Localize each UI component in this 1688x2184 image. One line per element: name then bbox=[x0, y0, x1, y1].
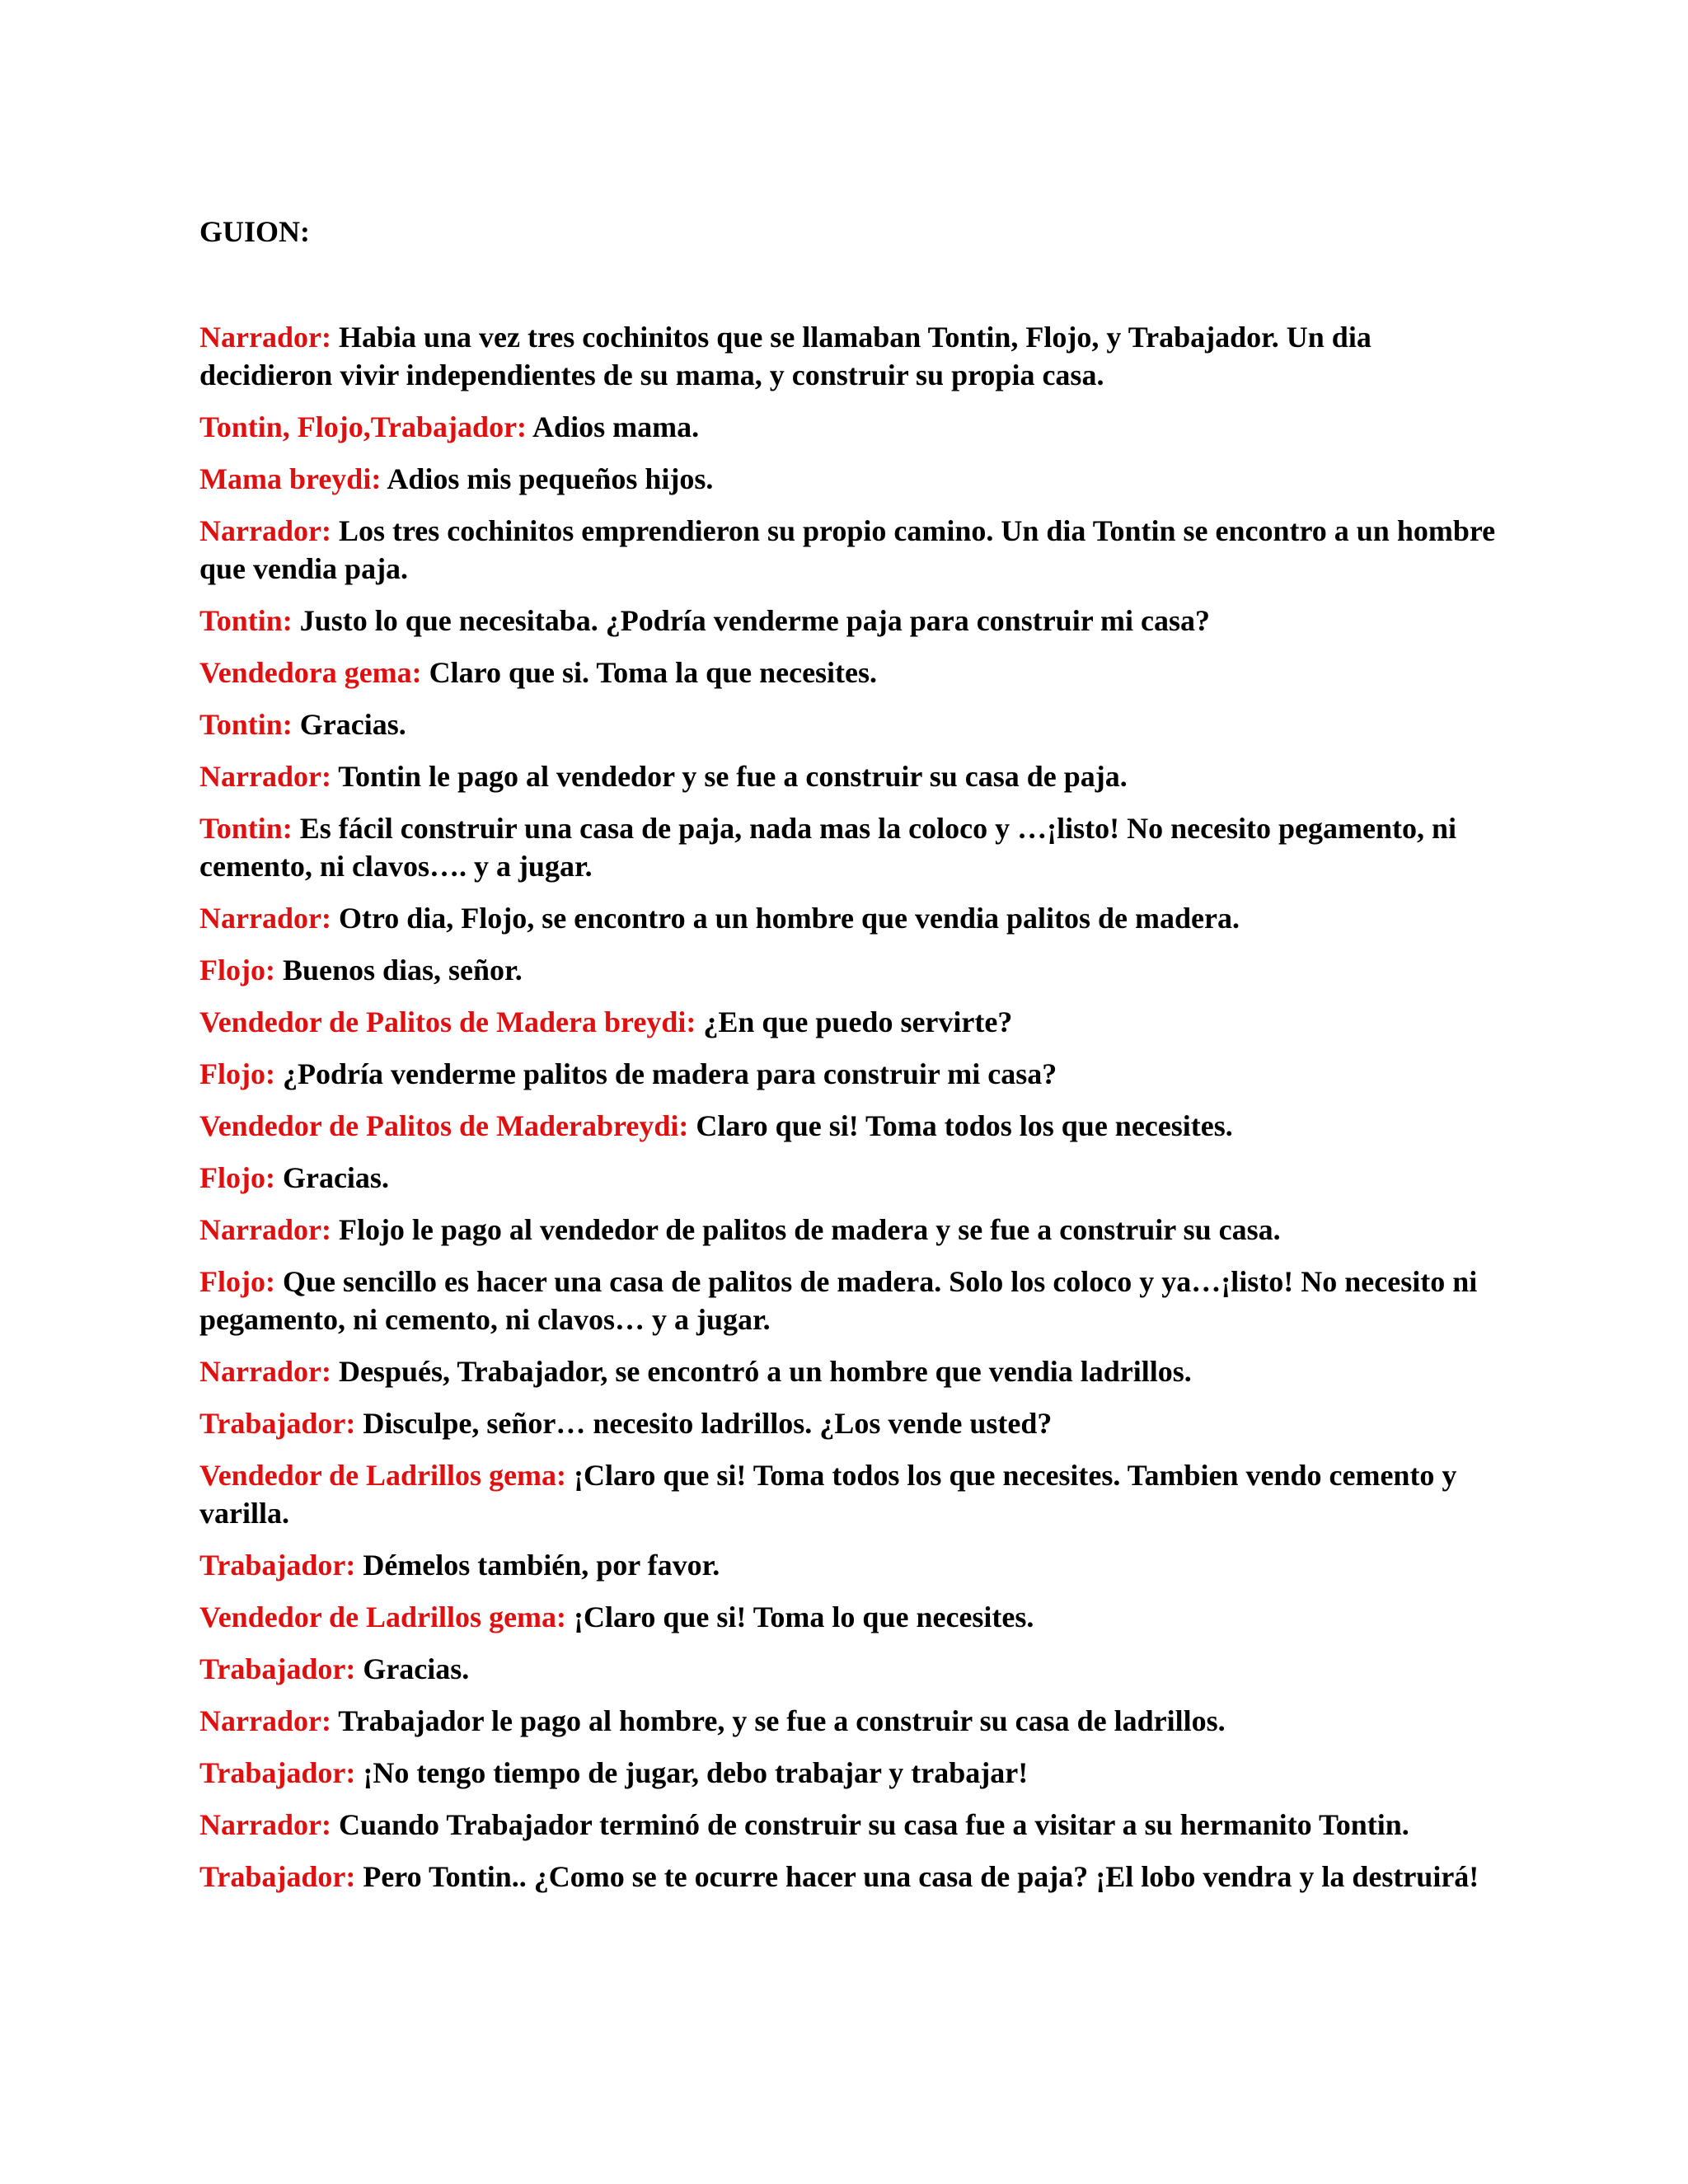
dialogue-text: Otro dia, Flojo, se encontro a un hombre que vendia palitos de madera. bbox=[331, 902, 1240, 935]
speaker-name: Narrador: bbox=[199, 1704, 331, 1737]
speaker-name: Narrador: bbox=[199, 1808, 331, 1841]
dialogue-line bbox=[199, 1598, 1502, 1636]
speaker-name: Narrador: bbox=[199, 514, 331, 547]
dialogue-line bbox=[199, 1404, 1502, 1442]
dialogue-text: Flojo le pago al vendedor de palitos de madera y se fue a construir su casa. bbox=[331, 1213, 1281, 1246]
dialogue-line bbox=[199, 1546, 1502, 1584]
dialogue-text: Buenos dias, señor. bbox=[274, 954, 523, 987]
dialogue-line bbox=[199, 512, 1502, 588]
dialogue-line bbox=[199, 1352, 1502, 1390]
speaker-name: Tontin: bbox=[199, 812, 293, 845]
speaker-name: Mama breydi: bbox=[199, 462, 382, 495]
dialogue-line bbox=[199, 654, 1502, 691]
speaker-name: Vendedora gema: bbox=[199, 656, 422, 689]
dialogue-text: Tontin le pago al vendedor y se fue a construir su casa de paja. bbox=[331, 760, 1128, 793]
dialogue-text: Que sencillo es hacer una casa de palitos de madera. Solo los coloco y ya…¡listo! No necesito ni pegamento, ni cemento, ni clavos… y a jugar. bbox=[199, 1265, 1478, 1336]
dialogue-line bbox=[199, 1263, 1502, 1338]
speaker-name: Narrador: bbox=[199, 1355, 331, 1388]
speaker-name: Tontin: bbox=[199, 604, 293, 637]
dialogue-line bbox=[199, 1107, 1502, 1145]
dialogue-text: Cuando Trabajador terminó de construir su casa fue a visitar a su hermanito Tontin. bbox=[331, 1808, 1409, 1841]
dialogue-line bbox=[199, 1456, 1502, 1532]
speaker-name: Vendedor de Ladrillos gema: bbox=[199, 1601, 567, 1633]
dialogue-line bbox=[199, 1650, 1502, 1688]
dialogue-text: ¡Claro que si! Toma todos los que necesites. Tambien vendo cemento y varilla. bbox=[199, 1459, 1457, 1530]
speaker-name: Trabajador: bbox=[199, 1407, 356, 1440]
dialogue-text: Gracias. bbox=[274, 1161, 389, 1194]
dialogue-text: Adios mama. bbox=[527, 410, 700, 443]
dialogue-text: Adios mis pequeños hijos. bbox=[381, 462, 714, 495]
dialogue-text: Trabajador le pago al hombre, y se fue a construir su casa de ladrillos. bbox=[331, 1704, 1226, 1737]
document-title: GUION: bbox=[199, 215, 310, 248]
dialogue-text: Los tres cochinitos emprendieron su propio camino. Un dia Tontin se encontro a un hombre que vendia paja. bbox=[199, 514, 1496, 585]
dialogue-text: Gracias. bbox=[292, 708, 406, 741]
dialogue-text: Claro que si. Toma la que necesites. bbox=[421, 656, 878, 689]
dialogue-line bbox=[199, 1211, 1502, 1249]
speaker-name: Vendedor de Ladrillos gema: bbox=[199, 1459, 567, 1492]
dialogue-text: Disculpe, señor… necesito ladrillos. ¿Los vende usted? bbox=[355, 1407, 1053, 1440]
dialogue-text: Justo lo que necesitaba. ¿Podría venderme paja para construir mi casa? bbox=[292, 604, 1211, 637]
dialogue-text: ¡No tengo tiempo de jugar, debo trabajar y trabajar! bbox=[355, 1756, 1029, 1789]
dialogue-text: Es fácil construir una casa de paja, nada mas la coloco y …¡listo! No necesito pegamento, ni cemento, ni clavos…. y a jugar. bbox=[199, 812, 1457, 883]
dialogue-line bbox=[199, 1806, 1502, 1844]
script-body bbox=[199, 213, 1502, 1910]
speaker-name: Vendedor de Palitos de Madera breydi: bbox=[199, 1005, 696, 1038]
speaker-name: Trabajador: bbox=[199, 1860, 356, 1893]
dialogue-line bbox=[199, 705, 1502, 743]
dialogue-text: Habia una vez tres cochinitos que se llamaban Tontin, Flojo, y Trabajador. Un dia decidieron vivir independientes de su mama, y construir su propia casa. bbox=[199, 321, 1372, 391]
speaker-name: Tontin: bbox=[199, 708, 293, 741]
speaker-name: Flojo: bbox=[199, 1057, 275, 1090]
speaker-name: Narrador: bbox=[199, 1213, 331, 1246]
dialogue-line bbox=[199, 757, 1502, 795]
dialogue-text: ¡Claro que si! Toma lo que necesites. bbox=[566, 1601, 1034, 1633]
dialogue-line bbox=[199, 1055, 1502, 1093]
speaker-name: Narrador: bbox=[199, 760, 331, 793]
dialogue-text: Después, Trabajador, se encontró a un hombre que vendia ladrillos. bbox=[331, 1355, 1192, 1388]
dialogue-line bbox=[199, 809, 1502, 885]
dialogue-text: Claro que si! Toma todos los que necesites. bbox=[688, 1109, 1233, 1142]
dialogue-line bbox=[199, 408, 1502, 446]
dialogue-text: Gracias. bbox=[355, 1652, 470, 1685]
speaker-name: Flojo: bbox=[199, 1161, 275, 1194]
dialogue-line bbox=[199, 899, 1502, 937]
dialogue-line bbox=[199, 1754, 1502, 1792]
speaker-name: Vendedor de Palitos de Maderabreydi: bbox=[199, 1109, 689, 1142]
dialogue-text: ¿Podría venderme palitos de madera para construir mi casa? bbox=[274, 1057, 1057, 1090]
speaker-name: Narrador: bbox=[199, 321, 331, 354]
speaker-name: Trabajador: bbox=[199, 1652, 356, 1685]
speaker-name: Flojo: bbox=[199, 954, 275, 987]
speaker-name: Trabajador: bbox=[199, 1549, 356, 1582]
dialogue-line bbox=[199, 460, 1502, 498]
dialogue-line bbox=[199, 1003, 1502, 1041]
dialogue-line bbox=[199, 1858, 1502, 1896]
speaker-name: Narrador: bbox=[199, 902, 331, 935]
speaker-name: Trabajador: bbox=[199, 1756, 356, 1789]
dialogue-text: ¿En que puedo servirte? bbox=[696, 1005, 1013, 1038]
dialogue-line bbox=[199, 1159, 1502, 1197]
dialogue-text: Pero Tontin.. ¿Como se te ocurre hacer una casa de paja? ¡El lobo vendra y la destruirá! bbox=[355, 1860, 1479, 1893]
dialogue-line bbox=[199, 951, 1502, 989]
speaker-name: Tontin, Flojo,Trabajador: bbox=[199, 410, 528, 443]
dialogue-list bbox=[199, 318, 1502, 1896]
dialogue-line bbox=[199, 1702, 1502, 1740]
speaker-name: Flojo: bbox=[199, 1265, 275, 1298]
dialogue-line bbox=[199, 318, 1502, 394]
dialogue-line bbox=[199, 602, 1502, 640]
dialogue-text: Démelos también, por favor. bbox=[355, 1549, 720, 1582]
